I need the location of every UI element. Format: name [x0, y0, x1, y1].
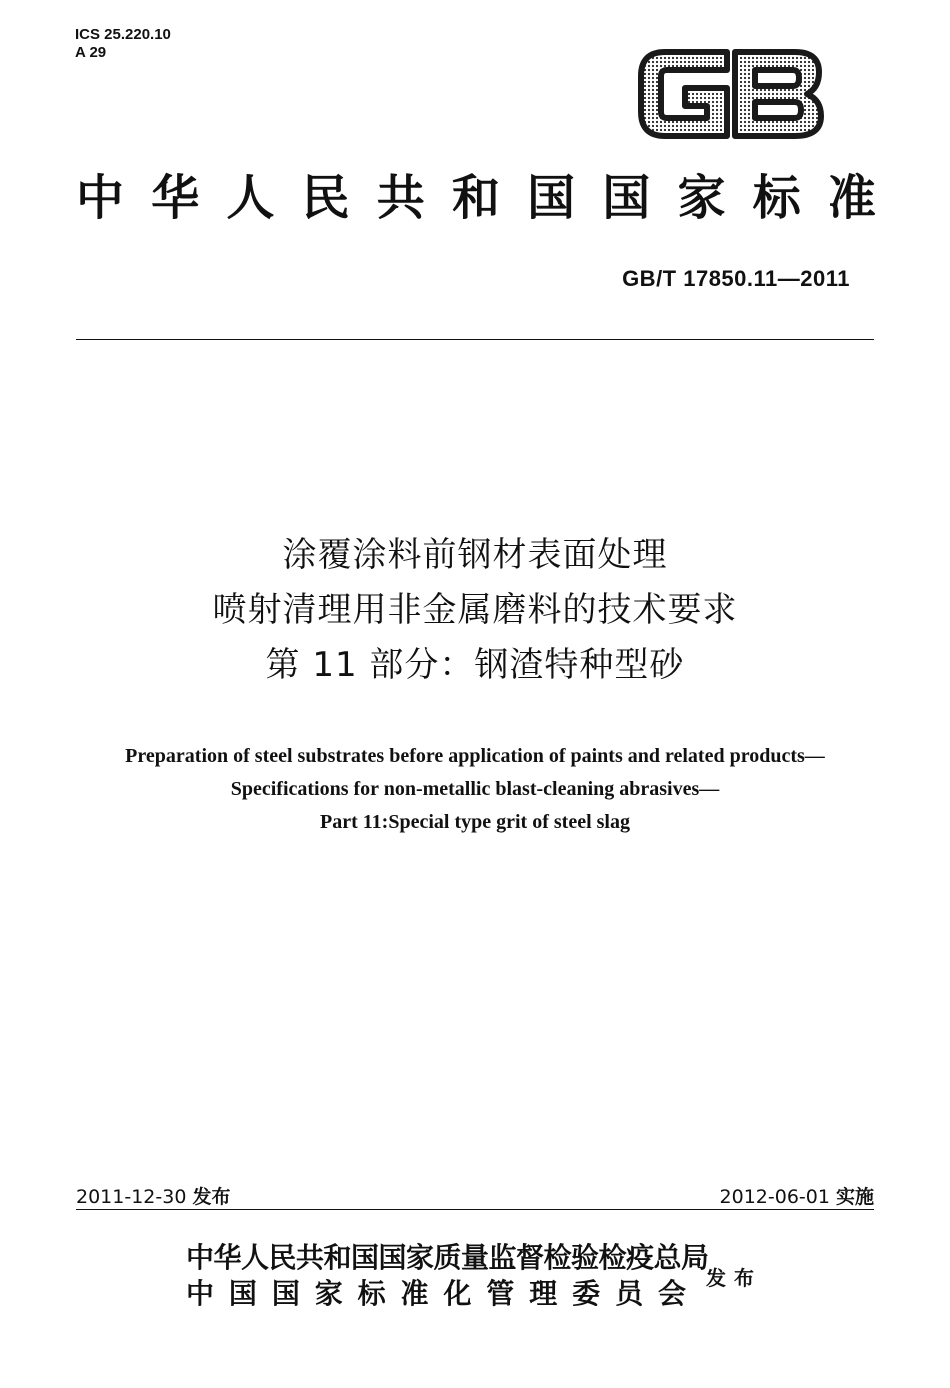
issuer-char: 中 — [186, 1277, 215, 1310]
english-title-line: Part 11:Special type grit of steel slag — [320, 811, 630, 833]
issuer-char: 管 — [486, 1277, 515, 1310]
issuer-char: 标 — [357, 1277, 386, 1310]
date-row — [76, 1182, 874, 1209]
issuer-char: 国 — [271, 1277, 300, 1310]
title-char: 人 — [226, 170, 275, 226]
issuer-aqsiq: 中华人民共和国国家质量监督检验检疫总局 — [186, 1241, 709, 1274]
title-char: 共 — [376, 170, 425, 226]
bottom-divider — [76, 1209, 874, 1210]
implement-date: 2012-06-01 — [719, 1186, 830, 1208]
chinese-title-line: 第 11 部分：钢渣特种型砂 — [265, 645, 685, 685]
gb-logo-icon — [635, 44, 825, 144]
standard-number: GB/T 17850.11—2011 — [622, 266, 850, 291]
english-title — [0, 740, 950, 839]
issuer-sac — [186, 1276, 686, 1312]
national-standard-title — [76, 168, 876, 228]
classification-codes — [75, 26, 171, 62]
issuer-char: 员 — [615, 1277, 644, 1310]
title-char: 标 — [752, 170, 801, 226]
implement-label: 实施 — [835, 1186, 874, 1208]
english-title-line: Specifications for non-metallic blast-cleaning abrasives— — [230, 778, 720, 800]
top-divider — [76, 339, 874, 340]
issuer-char: 化 — [443, 1277, 472, 1310]
title-char: 中 — [76, 170, 125, 226]
issuer-char: 会 — [657, 1277, 686, 1310]
ics-code: ICS 25.220.10 — [75, 26, 171, 43]
title-char: 华 — [151, 170, 200, 226]
chinese-title — [0, 528, 950, 693]
chinese-title-line: 涂覆涂料前钢材表面处理 — [282, 535, 668, 575]
issuer-char: 国 — [228, 1277, 257, 1310]
title-char: 家 — [677, 170, 726, 226]
issued-label: 发布 — [706, 1266, 762, 1290]
issuer-char: 家 — [314, 1277, 343, 1310]
title-char: 和 — [451, 170, 500, 226]
implement-date-block — [720, 1182, 874, 1209]
title-char: 国 — [527, 170, 576, 226]
title-char: 准 — [827, 170, 876, 226]
issue-label: 发布 — [192, 1186, 231, 1208]
issuing-authorities — [186, 1240, 709, 1312]
chinese-title-line: 喷射清理用非金属磨料的技术要求 — [212, 590, 738, 630]
issue-date: 2011-12-30 — [76, 1186, 187, 1208]
issuer-char: 准 — [400, 1277, 429, 1310]
issuer-char: 理 — [529, 1277, 558, 1310]
ccs-code: A 29 — [75, 44, 107, 61]
issue-date-block — [76, 1182, 230, 1209]
title-char: 国 — [602, 170, 651, 226]
english-title-line: Preparation of steel substrates before application of paints and related products— — [125, 745, 825, 767]
issuer-char: 委 — [572, 1277, 601, 1310]
title-char: 民 — [301, 170, 350, 226]
